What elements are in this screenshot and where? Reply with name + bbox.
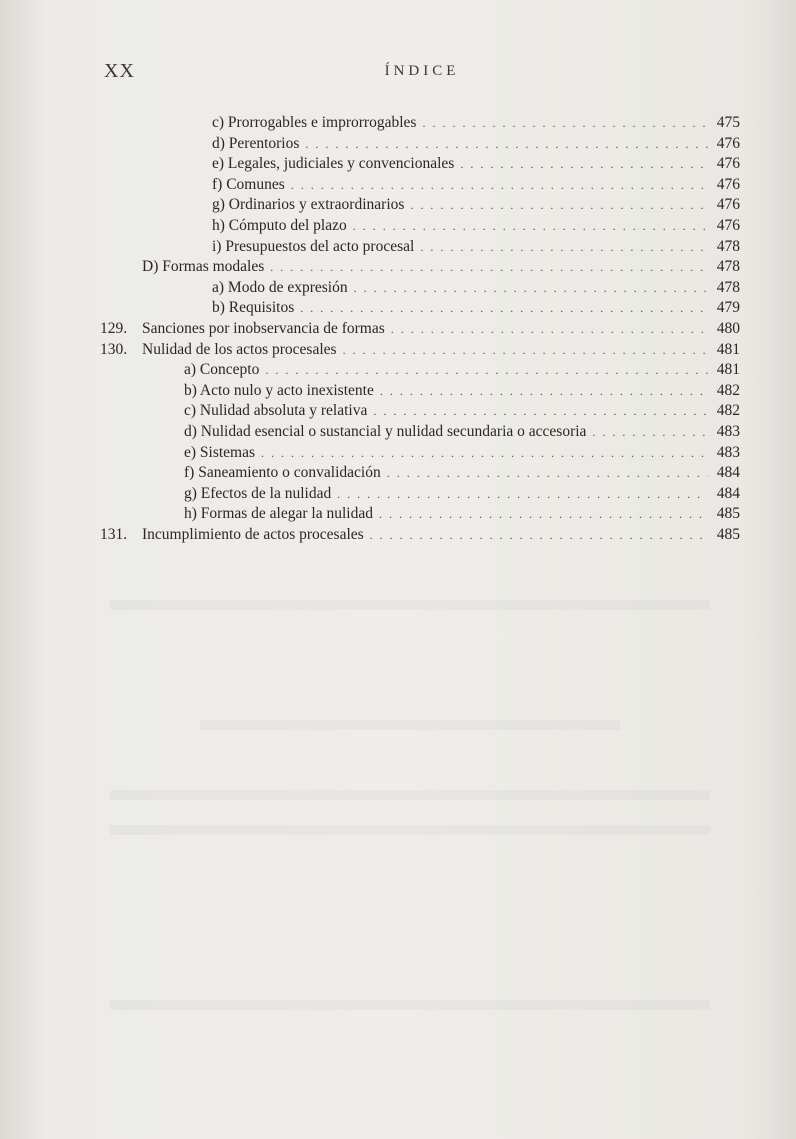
dot-leader xyxy=(353,216,708,237)
toc-entry xyxy=(100,113,740,134)
toc-entry-page: 482 xyxy=(716,402,740,420)
toc-entry-label: f) Comunes xyxy=(212,175,285,193)
dot-leader xyxy=(420,237,708,258)
dot-leader xyxy=(265,360,708,381)
toc-entry-page: 478 xyxy=(716,278,740,296)
dot-leader xyxy=(337,484,708,505)
dot-leader xyxy=(270,257,708,278)
toc-entry-label: g) Efectos de la nulidad xyxy=(184,484,332,502)
dot-leader xyxy=(291,175,708,196)
toc-entry-page: 478 xyxy=(716,237,740,255)
toc-entry-page: 476 xyxy=(716,155,740,173)
page-header xyxy=(104,60,740,86)
toc-entry-page: 485 xyxy=(716,505,740,523)
toc-entry xyxy=(100,340,740,361)
toc-entry-page: 476 xyxy=(716,175,740,193)
toc-entry-label: h) Cómputo del plazo xyxy=(212,216,347,234)
toc-entry-label: D) Formas modales xyxy=(142,258,265,276)
toc-entry xyxy=(100,257,740,278)
toc-entry xyxy=(100,484,740,505)
bleed-through-line xyxy=(110,1000,710,1010)
toc-entry-label: d) Perentorios xyxy=(212,134,300,152)
dot-leader xyxy=(373,401,708,422)
toc-entry-number: 131. xyxy=(100,525,128,543)
dot-leader xyxy=(261,443,708,464)
toc-entry-page: 480 xyxy=(716,319,740,337)
toc-entry-label: e) Legales, judiciales y convencionales xyxy=(212,155,455,173)
toc-entry-page: 476 xyxy=(716,134,740,152)
toc-entry-label: d) Nulidad esencial o sustancial y nulidad secundaria o accesoria xyxy=(184,422,587,440)
toc-entry-label: e) Sistemas xyxy=(184,443,256,461)
dot-leader xyxy=(410,195,708,216)
toc-entry-label: Sanciones por inobservancia de formas xyxy=(142,319,385,337)
toc-entry-label: c) Prorrogables e improrrogables xyxy=(212,114,417,131)
toc-entry-label: a) Modo de expresión xyxy=(212,278,348,296)
toc-entry xyxy=(100,298,740,319)
toc-entry xyxy=(100,401,740,422)
toc-entry-page: 483 xyxy=(716,422,740,440)
toc-entry xyxy=(100,319,740,340)
dot-leader xyxy=(460,154,708,175)
toc-entry xyxy=(100,360,740,381)
toc-entry xyxy=(100,525,740,546)
toc-entry-page: 484 xyxy=(716,464,740,482)
toc-entry-label: a) Concepto xyxy=(184,361,260,379)
toc-entry xyxy=(100,381,740,402)
toc-entry-label: Nulidad de los actos procesales xyxy=(142,340,337,358)
toc-entry-label: c) Nulidad absoluta y relativa xyxy=(184,402,368,420)
toc-entry-page: 482 xyxy=(716,381,740,399)
toc-entry-page: 478 xyxy=(716,258,740,276)
dot-leader xyxy=(592,422,708,443)
toc-entry xyxy=(100,216,740,237)
toc-entry-page: 483 xyxy=(716,443,740,461)
table-of-contents xyxy=(100,113,740,545)
running-title: ÍNDICE xyxy=(384,63,460,79)
toc-entry xyxy=(100,175,740,196)
toc-entry xyxy=(100,237,740,258)
toc-entry-page: 476 xyxy=(716,216,740,234)
bleed-through-line xyxy=(110,790,710,800)
toc-entry-page: 481 xyxy=(716,340,740,358)
toc-entry-number: 130. xyxy=(100,340,128,358)
toc-entry-label: f) Saneamiento o convalidación xyxy=(184,464,381,482)
dot-leader xyxy=(387,463,708,484)
toc-entry xyxy=(100,134,740,155)
toc-entry-label: h) Formas de alegar la nulidad xyxy=(184,505,373,523)
dot-leader xyxy=(300,298,708,319)
toc-entry xyxy=(100,463,740,484)
toc-entry-label: i) Presupuestos del acto procesal xyxy=(212,237,415,255)
dot-leader xyxy=(380,381,708,402)
toc-entry-page: 481 xyxy=(716,361,740,379)
toc-entry xyxy=(100,422,740,443)
toc-entry-label: b) Requisitos xyxy=(212,299,295,317)
toc-entry xyxy=(100,154,740,175)
toc-entry-page: 476 xyxy=(716,196,740,214)
dot-leader xyxy=(305,134,708,155)
dot-leader xyxy=(354,278,708,299)
toc-entry xyxy=(100,195,740,216)
toc-entry-label: g) Ordinarios y extraordinarios xyxy=(212,196,405,214)
toc-entry-label: Incumplimiento de actos procesales xyxy=(142,525,364,543)
toc-entry-page: 479 xyxy=(716,299,740,317)
bleed-through-line xyxy=(110,600,710,610)
dot-leader xyxy=(379,504,708,525)
toc-entry-page: 485 xyxy=(716,525,740,543)
bleed-through-line xyxy=(200,720,620,730)
toc-entry-number: 129. xyxy=(100,319,128,337)
page-number: XX xyxy=(104,60,135,82)
toc-entry xyxy=(100,278,740,299)
bleed-through-line xyxy=(110,825,710,835)
toc-entry xyxy=(100,504,740,525)
toc-entry-label: b) Acto nulo y acto inexistente xyxy=(184,381,374,399)
dot-leader xyxy=(422,113,708,134)
toc-entry-page: 484 xyxy=(716,484,740,502)
dot-leader xyxy=(391,319,708,340)
toc-entry xyxy=(100,443,740,464)
dot-leader xyxy=(370,525,708,546)
dot-leader xyxy=(343,340,708,361)
toc-entry-page: 475 xyxy=(716,114,740,131)
